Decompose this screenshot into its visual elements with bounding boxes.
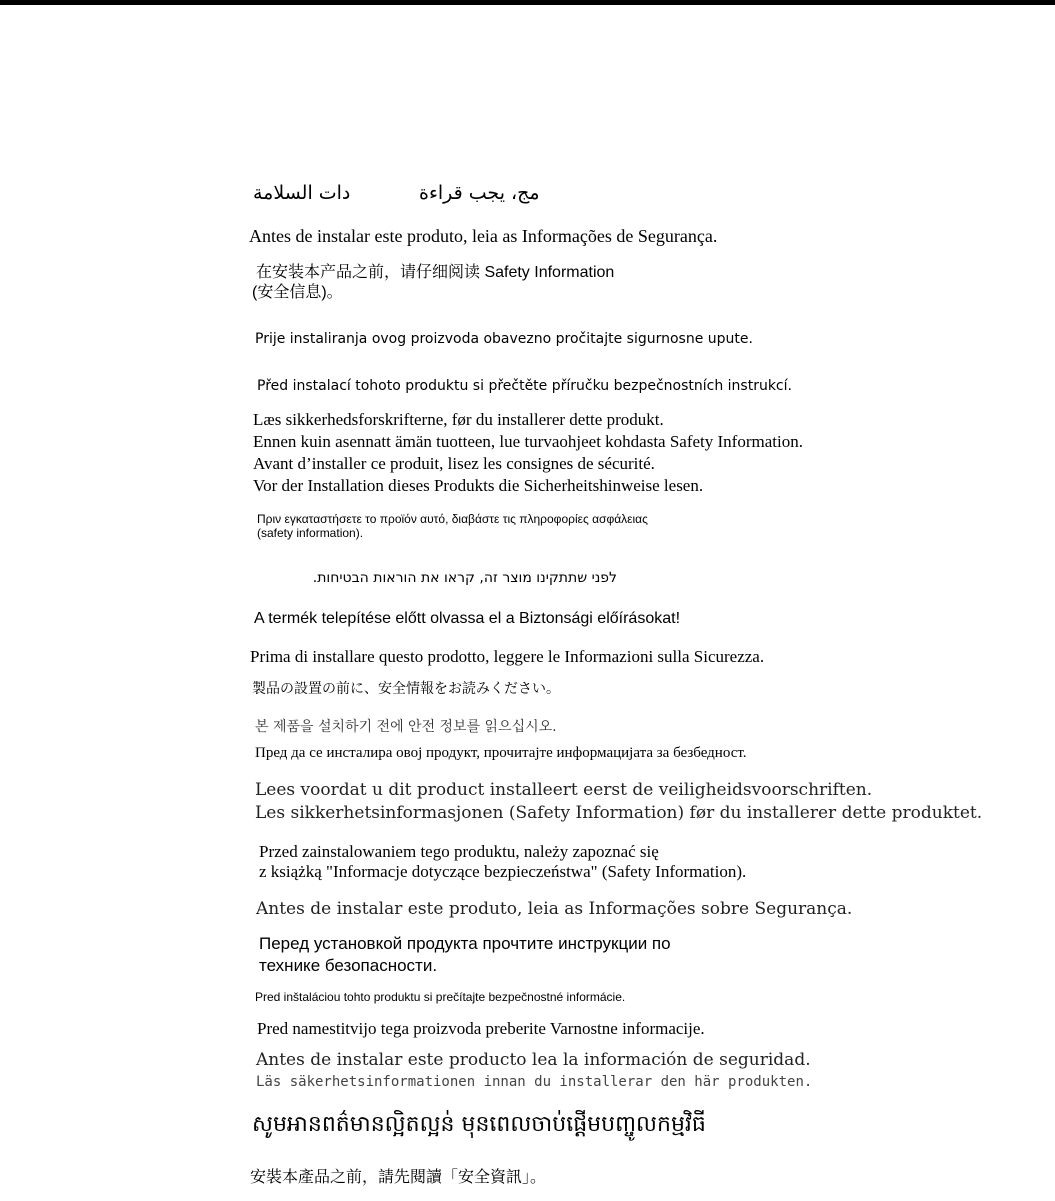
slovak-notice: Pred inštaláciou tohto produktu si prečítajte bezpečnostné informácie. [255,990,626,1004]
korean-notice: 본 제품을 설치하기 전에 안전 정보를 읽으십시오. [255,719,557,735]
macedonian-notice: Пред да се инсталира овој продукт, прочитајте информацијата за безбедност. [255,745,747,761]
danish-notice: Læs sikkerhedsforskrifterne, før du installerer dette produkt. [253,410,664,429]
czech-notice: Před instalací tohoto produktu si přečtěte příručku bezpečnostních instrukcí. [257,378,792,394]
dutch-notice: Lees voordat u dit product installeert eerst de veiligheidsvoorschriften. [255,780,873,800]
spanish-notice: Antes de instalar este producto lea la información de seguridad. [256,1050,811,1070]
chinese-simplified-notice-line2: (安全信息)。 [252,284,343,301]
arabic-notice-part1: مج، يجب قراءة [419,182,540,204]
portuguese-br-notice: Antes de instalar este produto, leia as Informações de Segurança. [249,226,718,246]
hungarian-notice: A termék telepítése előtt olvassa el a Biztonsági előírásokat! [254,610,681,627]
top-border [0,0,1055,5]
finnish-notice: Ennen kuin asennatt ämän tuotteen, lue turvaohjeet kohdasta Safety Information. [253,432,803,451]
hebrew-notice: לפני שתתקינו מוצר זה, קראו את הוראות הבטיחות. [312,570,617,586]
german-notice: Vor der Installation dieses Produkts die Sicherheitshinweise lesen. [253,476,704,495]
greek-notice-line2: (safety information). [257,526,364,540]
polish-notice-line1: Przed zainstalowaniem tego produktu, należy zapoznać się [259,842,659,861]
slovenian-notice: Pred namestitvijo tega proizvoda preberite Varnostne informacije. [257,1019,705,1038]
chinese-simplified-notice-line1: 在安装本产品之前，请仔细阅读 Safety Information [256,264,615,281]
french-notice: Avant d’installer ce produit, lisez les consignes de sécurité. [253,454,655,473]
portuguese-pt-notice: Antes de instalar este produto, leia as Informações sobre Segurança. [256,899,853,919]
norwegian-notice: Les sikkerhetsinformasjonen (Safety Information) før du installerer dette produktet. [255,803,983,823]
russian-notice-line2: технике безопасности. [259,956,438,975]
italian-notice: Prima di installare questo prodotto, leggere le Informazioni sulla Sicurezza. [250,647,765,666]
arabic-notice-part2: دات السلامة [253,182,351,204]
croatian-notice: Prije instaliranja ovog proizvoda obavezno pročitajte sigurnosne upute. [255,331,753,347]
swedish-notice: Läs säkerhetsinformationen innan du installerar den här produkten. [256,1074,813,1090]
arabic-notice [249,182,540,209]
russian-notice-line1: Перед установкой продукта прочтите инструкции по [259,934,671,953]
greek-notice-line1: Πριν εγκαταστήσετε το προϊόν αυτό, διαβάστε τις πληροφορίες ασφάλειας [257,512,648,526]
chinese-traditional-notice: 安裝本產品之前，請先閱讀「安全資訊」。 [250,1167,547,1186]
khmer-notice: សូមអានពត៌មានល្អិតល្អន់ មុនពេលចាប់ផ្តើមបញ្ចូលកម្មវិធី [252,1112,706,1137]
polish-notice-line2: z książką "Informacje dotyczące bezpieczeństwa" (Safety Information). [259,862,747,881]
japanese-notice: 製品の設置の前に、安全情報をお読みください。 [252,681,560,697]
